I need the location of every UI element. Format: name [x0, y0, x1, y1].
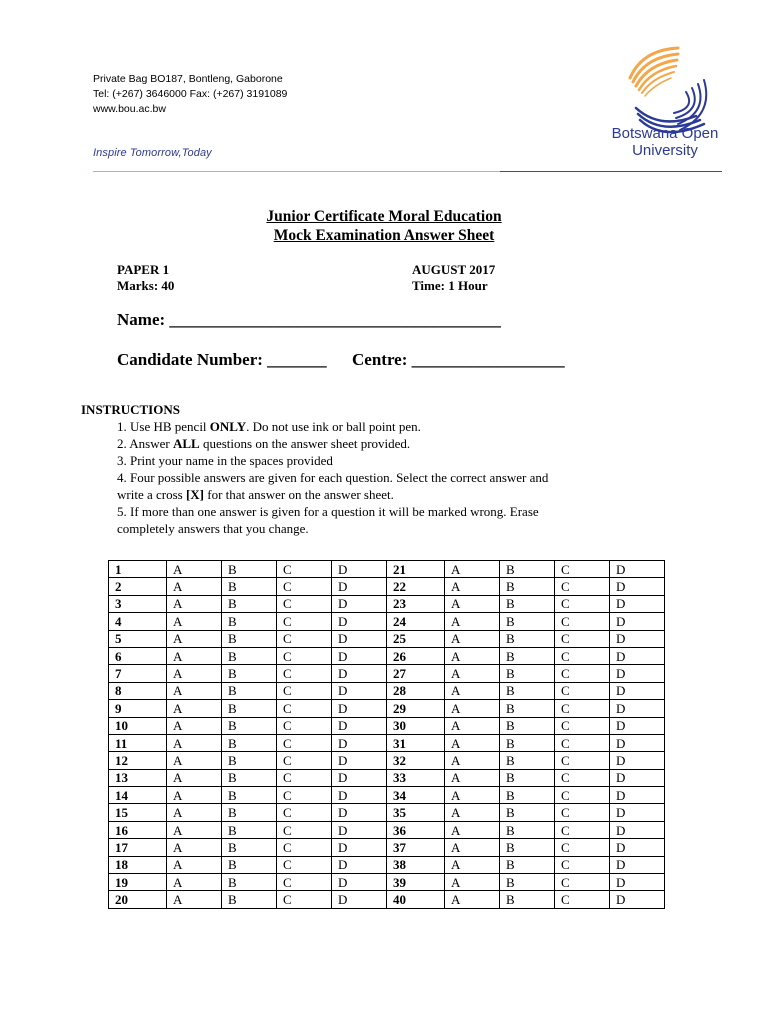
answer-option-a[interactable]: A	[445, 891, 500, 908]
answer-option-d[interactable]: D	[610, 647, 665, 664]
answer-option-d[interactable]: D	[610, 787, 665, 804]
answer-option-b[interactable]: B	[500, 891, 555, 908]
answer-option-c[interactable]: C	[277, 717, 332, 734]
answer-option-d[interactable]: D	[332, 665, 387, 682]
university-name-line2: University	[632, 142, 698, 159]
answer-option-b[interactable]: B	[500, 717, 555, 734]
answer-option-b[interactable]: B	[500, 874, 555, 891]
question-number: 37	[387, 839, 445, 856]
university-name	[600, 125, 730, 159]
answer-option-d[interactable]: D	[610, 891, 665, 908]
answer-option-b[interactable]: B	[222, 717, 277, 734]
answer-option-a[interactable]: A	[167, 804, 222, 821]
instruction-emphasis: ONLY	[209, 419, 247, 434]
answer-option-a[interactable]: A	[445, 752, 500, 769]
name-field[interactable]: Name: _______________________________________	[117, 310, 501, 329]
answer-option-d[interactable]: D	[610, 613, 665, 630]
answer-option-c[interactable]: C	[555, 700, 610, 717]
answer-option-d[interactable]: D	[332, 839, 387, 856]
answer-sheet-table	[108, 560, 665, 909]
answer-option-a[interactable]: A	[167, 613, 222, 630]
answer-option-b[interactable]: B	[500, 647, 555, 664]
answer-option-a[interactable]: A	[167, 891, 222, 908]
answer-option-b[interactable]: B	[500, 839, 555, 856]
instruction-text: write a cross	[117, 487, 186, 502]
answer-option-c[interactable]: C	[277, 804, 332, 821]
answer-option-d[interactable]: D	[610, 734, 665, 751]
question-number: 3	[109, 595, 167, 612]
table-row	[109, 717, 665, 734]
instruction-text: 2. Answer	[117, 436, 173, 451]
question-number: 30	[387, 717, 445, 734]
instruction-1	[81, 418, 548, 435]
address-block	[93, 72, 287, 117]
answer-option-b[interactable]: B	[500, 752, 555, 769]
question-number: 12	[109, 752, 167, 769]
question-number: 9	[109, 700, 167, 717]
table-row	[109, 561, 665, 578]
answer-option-d[interactable]: D	[610, 561, 665, 578]
answer-option-c[interactable]: C	[555, 752, 610, 769]
paper-info	[117, 262, 174, 294]
header-rule-orange	[93, 171, 500, 172]
question-number: 29	[387, 700, 445, 717]
answer-option-a[interactable]: A	[445, 874, 500, 891]
answer-option-a[interactable]: A	[445, 647, 500, 664]
table-row	[109, 595, 665, 612]
answer-option-a[interactable]: A	[167, 595, 222, 612]
tagline: Inspire Tomorrow,Today	[93, 147, 212, 159]
answer-option-a[interactable]: A	[445, 839, 500, 856]
answer-option-d[interactable]: D	[610, 804, 665, 821]
answer-option-c[interactable]: C	[277, 856, 332, 873]
university-name-line1: Botswana Open	[611, 125, 719, 142]
answer-option-c[interactable]: C	[555, 630, 610, 647]
answer-option-b[interactable]: B	[500, 769, 555, 786]
answer-option-a[interactable]: A	[167, 647, 222, 664]
answer-option-c[interactable]: C	[555, 769, 610, 786]
answer-option-a[interactable]: A	[445, 665, 500, 682]
question-number: 36	[387, 821, 445, 838]
answer-option-d[interactable]: D	[332, 613, 387, 630]
answer-option-a[interactable]: A	[445, 613, 500, 630]
answer-option-d[interactable]: D	[610, 665, 665, 682]
question-number: 4	[109, 613, 167, 630]
table-row	[109, 874, 665, 891]
answer-option-d[interactable]: D	[610, 856, 665, 873]
answer-option-b[interactable]: B	[500, 682, 555, 699]
table-row	[109, 647, 665, 664]
question-number: 15	[109, 804, 167, 821]
answer-option-c[interactable]: C	[555, 647, 610, 664]
question-number: 23	[387, 595, 445, 612]
answer-option-b[interactable]: B	[222, 874, 277, 891]
answer-option-a[interactable]: A	[167, 856, 222, 873]
question-number: 25	[387, 630, 445, 647]
instruction-5: 5. If more than one answer is given for a question it will be marked wrong. Erase	[117, 504, 539, 519]
answer-option-d[interactable]: D	[610, 874, 665, 891]
question-number: 31	[387, 734, 445, 751]
question-number: 14	[109, 787, 167, 804]
answer-option-a[interactable]: A	[167, 839, 222, 856]
question-number: 32	[387, 752, 445, 769]
table-row	[109, 821, 665, 838]
answer-option-a[interactable]: A	[167, 700, 222, 717]
answer-option-a[interactable]: A	[445, 630, 500, 647]
answer-option-b[interactable]: B	[500, 595, 555, 612]
answer-option-c[interactable]: C	[555, 787, 610, 804]
answer-option-d[interactable]: D	[610, 700, 665, 717]
question-number: 26	[387, 647, 445, 664]
question-number: 27	[387, 665, 445, 682]
answer-option-c[interactable]: C	[555, 804, 610, 821]
question-number: 40	[387, 891, 445, 908]
answer-option-c[interactable]: C	[277, 787, 332, 804]
answer-option-b[interactable]: B	[500, 665, 555, 682]
answer-option-a[interactable]: A	[167, 769, 222, 786]
question-number: 28	[387, 682, 445, 699]
exam-timing	[412, 262, 495, 294]
answer-option-c[interactable]: C	[555, 821, 610, 838]
answer-option-b[interactable]: B	[500, 804, 555, 821]
answer-option-b[interactable]: B	[500, 856, 555, 873]
question-number: 18	[109, 856, 167, 873]
question-number: 19	[109, 874, 167, 891]
answer-option-d[interactable]: D	[332, 856, 387, 873]
table-row	[109, 769, 665, 786]
answer-option-c[interactable]: C	[277, 769, 332, 786]
answer-option-c[interactable]: C	[555, 891, 610, 908]
answer-option-d[interactable]: D	[332, 682, 387, 699]
table-row	[109, 734, 665, 751]
question-number: 1	[109, 561, 167, 578]
instruction-4-continued	[81, 486, 548, 503]
table-row	[109, 700, 665, 717]
question-number: 6	[109, 647, 167, 664]
answer-option-d[interactable]: D	[332, 804, 387, 821]
answer-option-a[interactable]: A	[167, 874, 222, 891]
answer-option-a[interactable]: A	[167, 561, 222, 578]
answer-option-a[interactable]: A	[167, 734, 222, 751]
answer-option-a[interactable]: A	[445, 717, 500, 734]
website-line: www.bou.ac.bw	[93, 103, 166, 115]
answer-option-d[interactable]: D	[610, 630, 665, 647]
answer-option-c[interactable]: C	[555, 717, 610, 734]
answer-option-b[interactable]: B	[222, 595, 277, 612]
answer-option-a[interactable]: A	[445, 821, 500, 838]
answer-option-b[interactable]: B	[500, 734, 555, 751]
answer-option-c[interactable]: C	[277, 891, 332, 908]
date-label: AUGUST 2017	[412, 262, 496, 277]
answer-option-b[interactable]: B	[500, 561, 555, 578]
answer-option-a[interactable]: A	[167, 665, 222, 682]
answer-option-c[interactable]: C	[277, 647, 332, 664]
answer-option-d[interactable]: D	[332, 874, 387, 891]
answer-option-b[interactable]: B	[500, 578, 555, 595]
answer-option-a[interactable]: A	[445, 769, 500, 786]
answer-option-a[interactable]: A	[445, 561, 500, 578]
answer-option-b[interactable]: B	[222, 839, 277, 856]
answer-option-c[interactable]: C	[277, 821, 332, 838]
instructions	[81, 401, 548, 537]
answer-option-a[interactable]: A	[445, 734, 500, 751]
table-row	[109, 891, 665, 908]
question-number: 7	[109, 665, 167, 682]
answer-option-b[interactable]: B	[500, 630, 555, 647]
answer-option-c[interactable]: C	[555, 874, 610, 891]
question-number: 11	[109, 734, 167, 751]
question-number: 5	[109, 630, 167, 647]
answer-option-d[interactable]: D	[332, 578, 387, 595]
question-number: 35	[387, 804, 445, 821]
table-row	[109, 839, 665, 856]
answer-option-c[interactable]: C	[555, 578, 610, 595]
table-row	[109, 804, 665, 821]
answer-option-d[interactable]: D	[610, 578, 665, 595]
table-row	[109, 752, 665, 769]
answer-option-c[interactable]: C	[555, 665, 610, 682]
answer-option-b[interactable]: B	[222, 752, 277, 769]
answer-option-a[interactable]: A	[167, 578, 222, 595]
answer-option-d[interactable]: D	[332, 647, 387, 664]
answer-option-c[interactable]: C	[277, 752, 332, 769]
answer-option-d[interactable]: D	[332, 630, 387, 647]
instruction-text: questions on the answer sheet provided.	[199, 436, 411, 451]
answer-option-a[interactable]: A	[445, 787, 500, 804]
answer-option-c[interactable]: C	[555, 839, 610, 856]
instruction-text: . Do not use ink or ball point pen.	[246, 419, 421, 434]
instruction-text: for that answer on the answer sheet.	[204, 487, 394, 502]
answer-option-c[interactable]: C	[277, 665, 332, 682]
question-number: 34	[387, 787, 445, 804]
answer-option-c[interactable]: C	[555, 613, 610, 630]
answer-option-c[interactable]: C	[277, 839, 332, 856]
answer-option-d[interactable]: D	[332, 700, 387, 717]
answer-option-c[interactable]: C	[277, 613, 332, 630]
question-number: 17	[109, 839, 167, 856]
answer-option-d[interactable]: D	[332, 595, 387, 612]
table-row	[109, 578, 665, 595]
answer-option-b[interactable]: B	[222, 734, 277, 751]
question-number: 24	[387, 613, 445, 630]
question-number: 39	[387, 874, 445, 891]
answer-option-c[interactable]: C	[555, 595, 610, 612]
answer-option-d[interactable]: D	[332, 717, 387, 734]
document-title	[0, 207, 768, 245]
answer-option-a[interactable]: A	[167, 821, 222, 838]
answer-option-c[interactable]: C	[555, 734, 610, 751]
answer-option-b[interactable]: B	[222, 787, 277, 804]
title-line1: Junior Certificate Moral Education	[266, 208, 502, 225]
question-number: 33	[387, 769, 445, 786]
answer-option-a[interactable]: A	[167, 717, 222, 734]
answer-option-a[interactable]: A	[167, 682, 222, 699]
phone-line: Tel: (+267) 3646000 Fax: (+267) 3191089	[93, 88, 288, 100]
answer-option-b[interactable]: B	[222, 630, 277, 647]
answer-option-c[interactable]: C	[555, 561, 610, 578]
answer-option-a[interactable]: A	[445, 700, 500, 717]
answer-option-c[interactable]: C	[277, 578, 332, 595]
candidate-number-field[interactable]: Candidate Number: _______	[117, 350, 327, 369]
instruction-2	[81, 435, 548, 452]
answer-option-b[interactable]: B	[500, 787, 555, 804]
answer-option-b[interactable]: B	[222, 561, 277, 578]
answer-option-d[interactable]: D	[610, 769, 665, 786]
question-number: 16	[109, 821, 167, 838]
answer-option-d[interactable]: D	[332, 561, 387, 578]
answer-option-b[interactable]: B	[222, 578, 277, 595]
answer-option-b[interactable]: B	[500, 821, 555, 838]
answer-option-c[interactable]: C	[277, 700, 332, 717]
answer-option-b[interactable]: B	[222, 700, 277, 717]
answer-option-c[interactable]: C	[277, 682, 332, 699]
answer-option-a[interactable]: A	[445, 856, 500, 873]
instruction-emphasis: [X]	[185, 487, 204, 502]
answer-option-d[interactable]: D	[332, 769, 387, 786]
table-row	[109, 856, 665, 873]
answer-option-d[interactable]: D	[332, 734, 387, 751]
answer-option-a[interactable]: A	[445, 804, 500, 821]
answer-option-b[interactable]: B	[222, 769, 277, 786]
answer-option-b[interactable]: B	[222, 647, 277, 664]
answer-option-d[interactable]: D	[610, 682, 665, 699]
answer-option-d[interactable]: D	[610, 717, 665, 734]
answer-option-d[interactable]: D	[332, 821, 387, 838]
table-row	[109, 630, 665, 647]
answer-option-b[interactable]: B	[222, 665, 277, 682]
instruction-text: 1. Use HB pencil	[117, 419, 210, 434]
centre-field[interactable]: Centre: __________________	[352, 350, 565, 369]
instruction-3: 3. Print your name in the spaces provided	[117, 453, 333, 468]
instruction-5-continued: completely answers that you change.	[117, 521, 309, 536]
question-number: 13	[109, 769, 167, 786]
address-line: Private Bag BO187, Bontleng, Gaborone	[93, 73, 283, 85]
answer-option-d[interactable]: D	[610, 752, 665, 769]
instructions-list	[81, 418, 548, 537]
answer-option-d[interactable]: D	[332, 891, 387, 908]
answer-option-a[interactable]: A	[167, 787, 222, 804]
answer-option-c[interactable]: C	[277, 561, 332, 578]
answer-option-a[interactable]: A	[445, 682, 500, 699]
question-number: 22	[387, 578, 445, 595]
instructions-heading: INSTRUCTIONS	[81, 402, 180, 417]
answer-option-d[interactable]: D	[610, 839, 665, 856]
question-number: 21	[387, 561, 445, 578]
table-row	[109, 787, 665, 804]
title-line2: Mock Examination Answer Sheet	[273, 227, 495, 244]
answer-option-b[interactable]: B	[222, 891, 277, 908]
answer-option-c[interactable]: C	[277, 630, 332, 647]
answer-option-d[interactable]: D	[610, 595, 665, 612]
table-row	[109, 613, 665, 630]
answer-option-a[interactable]: A	[167, 630, 222, 647]
answer-option-d[interactable]: D	[332, 752, 387, 769]
answer-option-c[interactable]: C	[277, 734, 332, 751]
answer-option-a[interactable]: A	[167, 752, 222, 769]
answer-option-c[interactable]: C	[277, 874, 332, 891]
instruction-4: 4. Four possible answers are given for each question. Select the correct answer and	[117, 470, 549, 485]
answer-option-b[interactable]: B	[500, 613, 555, 630]
question-number: 38	[387, 856, 445, 873]
question-number: 8	[109, 682, 167, 699]
answer-option-b[interactable]: B	[222, 804, 277, 821]
answer-option-b[interactable]: B	[222, 613, 277, 630]
header-rule-blue	[500, 171, 722, 172]
answer-option-b[interactable]: B	[222, 682, 277, 699]
answer-option-d[interactable]: D	[610, 821, 665, 838]
marks-label: Marks: 40	[117, 278, 175, 293]
answer-option-b[interactable]: B	[222, 856, 277, 873]
question-number: 20	[109, 891, 167, 908]
answer-option-a[interactable]: A	[445, 578, 500, 595]
answer-option-b[interactable]: B	[222, 821, 277, 838]
instruction-emphasis: ALL	[172, 436, 200, 451]
paper-label: PAPER 1	[117, 262, 170, 277]
answer-option-a[interactable]: A	[445, 595, 500, 612]
question-number: 2	[109, 578, 167, 595]
answer-option-c[interactable]: C	[277, 595, 332, 612]
question-number: 10	[109, 717, 167, 734]
answer-option-c[interactable]: C	[555, 682, 610, 699]
table-row	[109, 665, 665, 682]
table-row	[109, 682, 665, 699]
answer-option-c[interactable]: C	[555, 856, 610, 873]
answer-option-b[interactable]: B	[500, 700, 555, 717]
answer-option-d[interactable]: D	[332, 787, 387, 804]
time-label: Time: 1 Hour	[412, 278, 488, 293]
